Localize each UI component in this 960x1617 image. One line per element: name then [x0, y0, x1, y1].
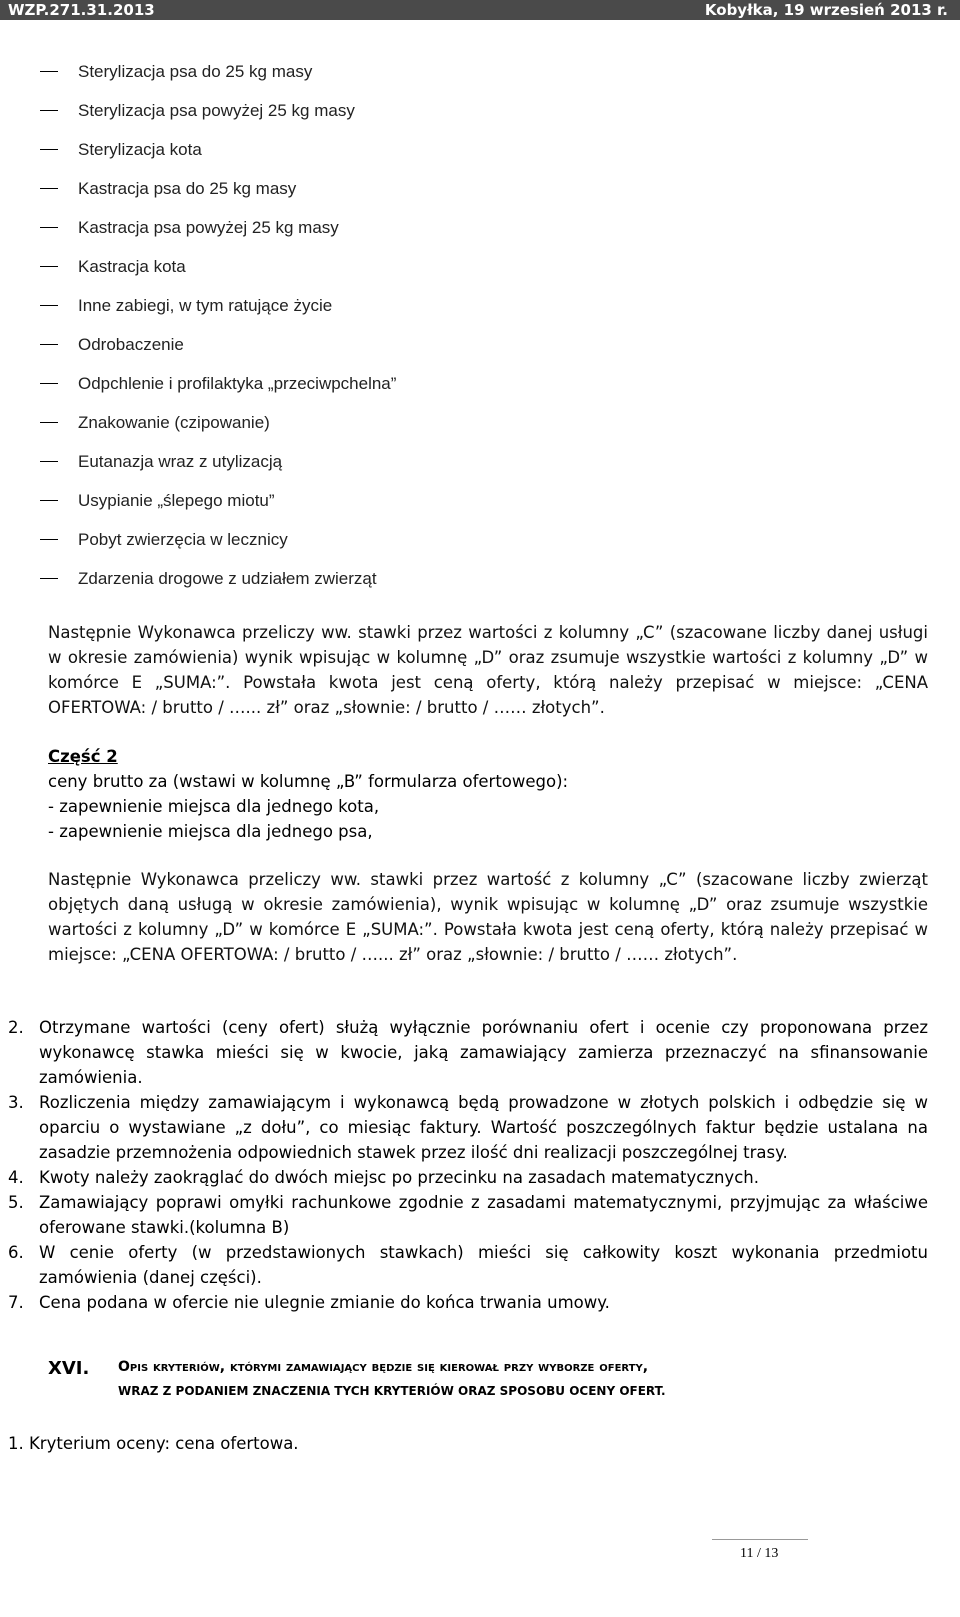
page-header	[0, 0, 960, 20]
list-item: 2. Otrzymane wartości (ceny ofert) służą wyłącznie porównaniu ofert i ocenie czy proponowana przez wykonawcę stawka mieści się w kwocie, jaką zamawiający zamierza przeznaczyć na sfinansowanie zamówienia.	[8, 1018, 928, 1087]
numbered-list	[8, 1015, 928, 1315]
dash-bullet-icon	[40, 578, 58, 579]
list-item: Znakowanie (czipowanie)	[40, 408, 920, 447]
list-item: 4. Kwoty należy zaokrąglać do dwóch miejsc po przecinku na zasadach matematycznych.	[8, 1168, 759, 1187]
dash-bullet-icon	[40, 227, 58, 228]
dash-bullet-icon	[40, 344, 58, 345]
document-reference: WZP.271.31.2013	[8, 1, 155, 19]
place-and-date: Kobyłka, 19 wrzesień 2013 r.	[704, 1, 948, 19]
dash-bullet-icon	[40, 305, 58, 306]
part1-paragraph: Następnie Wykonawca przeliczy ww. stawki przez wartości z kolumny „C” (szacowane liczby danej usługi w okresie zamówienia) wynik wpisując w kolumnę „D” oraz zsumuje wszystkie wartości z kolumny „D” w komórce E „SUMA:”. Powstała kwota jest ceną oferty, którą należy przepisać w miejsce: „CENA OFERTOWA: / brutto / …... zł” oraz „słownie: / brutto / …… złotych”.	[48, 623, 928, 717]
list-item: Inne zabiegi, w tym ratujące życie	[40, 291, 920, 330]
part2-heading: Część 2	[48, 747, 118, 766]
dash-bullet-icon	[40, 188, 58, 189]
list-item: 3. Rozliczenia między zamawiającym i wykonawcą będą prowadzone w złotych polskich i odbędzie się w oparciu o wystawiane „z dołu”, co miesiąc faktury. Wartość poszczególnych faktur będzie ustalana na zasadzie przemnożenia odpowiednich stawek przez ilość dni realizacji poszczególnej trasy.	[8, 1093, 928, 1162]
page-number: 11 / 13	[740, 1546, 779, 1561]
list-item: Eutanazja wraz z utylizacją	[40, 447, 920, 486]
list-item: 6. W cenie oferty (w przedstawionych stawkach) mieści się całkowity koszt wykonania przedmiotu zamówienia (danej części).	[8, 1243, 928, 1287]
list-item: Pobyt zwierzęcia w lecznicy	[40, 525, 920, 564]
list-item: Zdarzenia drogowe z udziałem zwierząt	[40, 564, 920, 603]
list-item: - zapewnienie miejsca dla jednego kota,	[48, 797, 380, 816]
part2-intro: ceny brutto za (wstawi w kolumnę „B” formularza ofertowego):	[48, 772, 569, 791]
dash-bullet-icon	[40, 110, 58, 111]
dash-bullet-icon	[40, 461, 58, 462]
section-title-line2: WRAZ Z PODANIEM ZNACZENIA TYCH KRYTERIÓW ORAZ SPOSOBU OCENY OFERT.	[118, 1384, 666, 1398]
list-item: 5. Zamawiający poprawi omyłki rachunkowe zgodnie z zasadami matematycznymi, przyjmując za właściwe oferowane stawki.(kolumna B)	[8, 1193, 928, 1237]
dash-bullet-icon	[40, 383, 58, 384]
list-item: 7. Cena podana w ofercie nie ulegnie zmianie do końca trwania umowy.	[8, 1293, 610, 1312]
dash-bullet-icon	[40, 422, 58, 423]
list-item: - zapewnienie miejsca dla jednego psa,	[48, 822, 373, 841]
list-item: Sterylizacja kota	[40, 135, 920, 174]
list-item: Kastracja psa powyżej 25 kg masy	[40, 213, 920, 252]
dash-bullet-icon	[40, 71, 58, 72]
list-item: Sterylizacja psa do 25 kg masy	[40, 57, 920, 96]
list-item: Kastracja kota	[40, 252, 920, 291]
section-number: XVI.	[48, 1358, 90, 1379]
list-item: Sterylizacja psa powyżej 25 kg masy	[40, 96, 920, 135]
dash-bullet-icon	[40, 500, 58, 501]
criterion-item: 1. Kryterium oceny: cena ofertowa.	[8, 1434, 299, 1453]
list-item: Kastracja psa do 25 kg masy	[40, 174, 920, 213]
list-item: Usypianie „ślepego miotu”	[40, 486, 920, 525]
list-item: Odpchlenie i profilaktyka „przeciwpchelna”	[40, 369, 920, 408]
services-list	[40, 57, 920, 603]
dash-bullet-icon	[40, 149, 58, 150]
dash-bullet-icon	[40, 266, 58, 267]
section-title-line1: Opis kryteriów, którymi zamawiający będzie się kierował przy wyborze oferty,	[118, 1359, 649, 1375]
part2-paragraph: Następnie Wykonawca przeliczy ww. stawki przez wartość z kolumny „C” (szacowane liczby zwierząt objętych daną usługą w okresie zamówienia), wynik wpisując w kolumnę „D” oraz zsumuje wszystkie wartości z kolumny „D” w komórce E „SUMA:”. Powstała kwota jest ceną oferty, którą należy przepisać w miejsce: „CENA OFERTOWA: / brutto / …... zł” oraz „słownie: / brutto / …… złotych”.	[48, 870, 928, 964]
footer-divider	[712, 1539, 808, 1540]
list-item: Odrobaczenie	[40, 330, 920, 369]
dash-bullet-icon	[40, 539, 58, 540]
